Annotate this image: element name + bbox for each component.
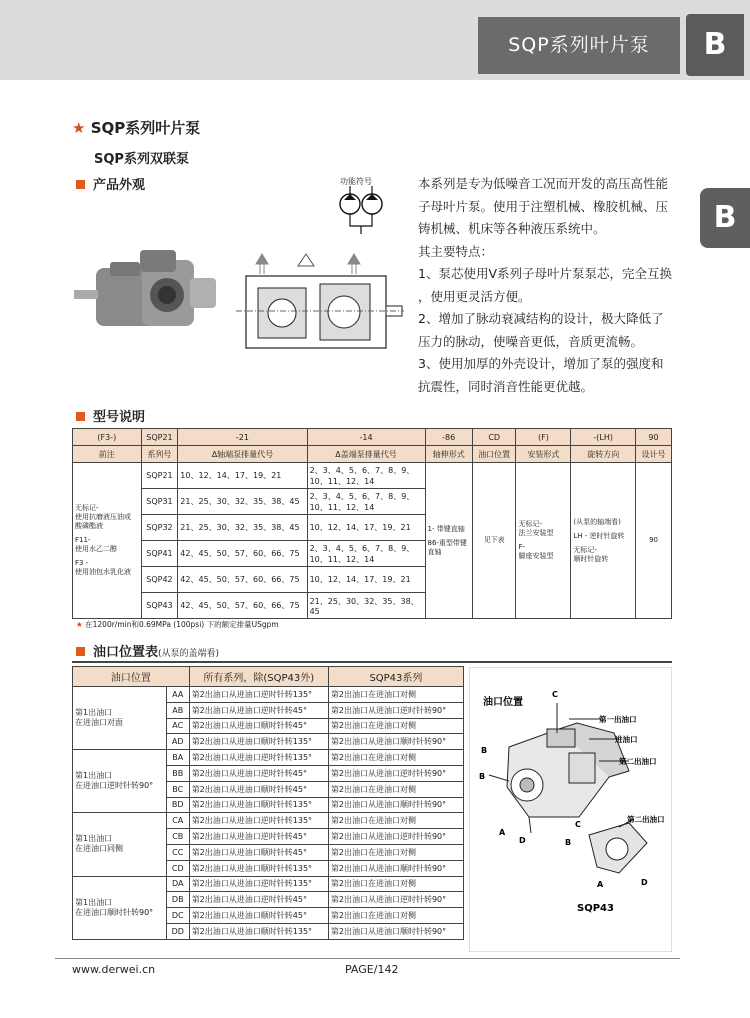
port-all-series: 第2出油口从进油口逆时针转45° [189,829,328,845]
port-sqp43: 第2出油口从进油口顺时针转90° [328,734,463,750]
square-bullet-icon [76,180,85,189]
diagram-title: 油口位置 [483,697,523,708]
port-code: AB [166,702,189,718]
ports-divider [72,661,672,663]
star-icon: ★ [72,119,86,137]
prefix-note: 无标记- 使用抗磨液压油或 酸磷酯液 F11- 使用水乙二醇 F3 - 使用油包水乳化液 [73,463,142,619]
ports-header-row: 油口位置 所有系列，除(SQP43外) SQP43系列 [73,667,464,687]
star-icon: ★ [76,620,83,629]
port-row [73,750,464,766]
port-code: DD [166,923,189,939]
port-code: DB [166,892,189,908]
cover-displacement-cell: 21、25、30、32、35、38、45 [307,593,425,619]
port-all-series: 第2出油口从进油口顺时针转45° [189,718,328,734]
port-all-series: 第2出油口从进油口顺时针转135° [189,797,328,813]
svg-text:C: C [575,820,581,829]
design-cell: 90 [636,463,672,619]
svg-text:C: C [552,690,558,699]
port-group-label: 第1出油口 在进油口对面 [73,687,167,750]
description-line: 压力的脉动，使噪音更低，音质更流畅。 [418,333,644,349]
port-sqp43: 第2出油口从进油口逆时针转90° [328,892,463,908]
model-table [72,428,672,619]
description-line: 铸机械、机床等各种液压系统中。 [418,221,606,236]
shaft-displacement-cell: 21、25、30、32、35、38、45 [178,515,307,541]
svg-text:B: B [481,746,488,755]
description-line: 1、泵芯使用V系列子母叶片泵泵芯，完全互换 [418,266,673,281]
sqp43-label: SQP43 [577,903,614,914]
series-cell: SQP31 [141,489,178,515]
series-cell: SQP32 [141,515,178,541]
description-line: 抗震性，同时消音性能更优越。 [418,378,594,394]
shaft-displacement-cell: 10、12、14、17、19、21 [178,463,307,489]
shaft-displacement-cell: 42、45、50、57、60、66、75 [178,567,307,593]
svg-text:B: B [565,838,572,847]
model-code-row: (F3-) SQP21 -21 -14 -86 CD (F) -(LH) 90 [73,429,672,446]
port-code: CC [166,844,189,860]
ports-heading: 油口位置表(从泵的盖端看) [76,641,219,660]
svg-text:B: B [479,772,486,781]
port-code: CB [166,829,189,845]
shaft-displacement-cell: 42、45、50、57、60、66、75 [178,593,307,619]
mount-cell: 无标记- 法兰安装型 F- 脚座安装型 [516,463,571,619]
svg-text:D: D [641,878,648,887]
shaft-form-cell: 1- 带键直轴 86-重型带键 直轴 [425,463,472,619]
port-position-diagram [469,667,672,952]
port-group-label: 第1出油口 在进油口同侧 [73,813,167,876]
function-symbol-label: 功能符号 [340,177,372,186]
port-sqp43: 第2出油口从进油口顺时针转90° [328,860,463,876]
port-all-series: 第2出油口从进油口顺时针转45° [189,844,328,860]
footer-divider [55,958,680,959]
port-group-label: 第1出油口 在进油口逆时针转90° [73,750,167,813]
port-sqp43: 第2出油口在进油口对侧 [328,781,463,797]
shaft-displacement-cell: 21、25、30、32、35、38、45 [178,489,307,515]
port-row [73,687,464,703]
port-sqp43: 第2出油口在进油口对侧 [328,844,463,860]
subtitle: SQP系列双联泵 [94,152,189,167]
port-code: BB [166,765,189,781]
port-sqp43: 第2出油口从进油口逆时针转90° [328,765,463,781]
port-sqp43: 第2出油口在进油口对侧 [328,718,463,734]
svg-text:A: A [597,880,604,889]
port-sqp43: 第2出油口在进油口对侧 [328,687,463,703]
port-code: AD [166,734,189,750]
cover-displacement-cell: 10、12、14、17、19、21 [307,567,425,593]
port-sqp43: 第2出油口从进油口顺时针转90° [328,923,463,939]
model-row [73,463,672,489]
footer-page: PAGE/142 [345,963,399,976]
svg-text:A: A [499,828,506,837]
port-all-series: 第2出油口从进油口顺时针转45° [189,781,328,797]
description-line: ，使用更灵活方便。 [418,288,531,304]
description-line: 其主要特点： [418,243,494,259]
model-note: ★ 在1200r/min和0.69MPa (100psi) 下的额定排量USgpm [76,620,279,629]
appearance-heading: 产品外观 [76,174,145,193]
pump-section-drawing [236,248,404,358]
square-bullet-icon [76,412,85,421]
port-code: BA [166,750,189,766]
header-title: SQP系列叶片泵 [508,34,650,56]
svg-text:第二出油口: 第二出油口 [619,757,657,766]
port-code: BD [166,797,189,813]
series-cell: SQP21 [141,463,178,489]
page-title: ★ SQP系列叶片泵 [72,119,201,137]
port-code: DC [166,908,189,924]
port-all-series: 第2出油口从进油口逆时针转135° [189,813,328,829]
port-sqp43: 第2出油口从进油口逆时针转90° [328,829,463,845]
series-cell: SQP41 [141,541,178,567]
square-bullet-icon [76,647,85,656]
port-sqp43: 第2出油口在进油口对侧 [328,876,463,892]
side-tab-letter: B [700,188,750,248]
port-sqp43: 第2出油口从进油口顺时针转90° [328,797,463,813]
port-all-series: 第2出油口从进油口顺时针转45° [189,908,328,924]
port-all-series: 第2出油口从进油口逆时针转45° [189,765,328,781]
port-sqp43: 第2出油口从进油口逆时针转90° [328,702,463,718]
svg-text:第二出油口: 第二出油口 [627,815,665,824]
product-description [418,173,688,398]
port-all-series: 第2出油口从进油口逆时针转135° [189,876,328,892]
port-all-series: 第2出油口从进油口顺时针转135° [189,860,328,876]
series-cell: SQP42 [141,567,178,593]
cover-displacement-cell: 2、3、4、5、6、7、8、9、10、11、12、14 [307,489,425,515]
svg-text:D: D [519,836,526,845]
cover-displacement-cell: 2、3、4、5、6、7、8、9、10、11、12、14 [307,541,425,567]
port-position-cell: 见下表 [472,463,516,619]
port-sqp43: 第2出油口在进油口对侧 [328,813,463,829]
svg-text:第一出油口: 第一出油口 [599,715,637,724]
model-heading: 型号说明 [76,406,145,425]
port-all-series: 第2出油口从进油口顺时针转135° [189,923,328,939]
port-row [73,876,464,892]
port-all-series: 第2出油口从进油口逆时针转45° [189,892,328,908]
footer-website[interactable]: www.derwei.cn [72,963,156,976]
port-sqp43: 第2出油口在进油口对侧 [328,908,463,924]
series-cell: SQP43 [141,593,178,619]
pump-photo [72,240,222,345]
port-row [73,813,464,829]
port-all-series: 第2出油口从进油口逆时针转45° [189,702,328,718]
port-all-series: 第2出油口从进油口顺时针转135° [189,734,328,750]
cover-displacement-cell: 2、3、4、5、6、7、8、9、10、11、12、14 [307,463,425,489]
section-letter: B [686,14,744,76]
model-header-row: 前注 系列号 Δ轴端泵排量代号 Δ盖端泵排量代号 轴伸形式 油口位置 安装形式 旋转方向 设计号 [73,446,672,463]
port-sqp43: 第2出油口在进油口对侧 [328,750,463,766]
cover-displacement-cell: 10、12、14、17、19、21 [307,515,425,541]
port-all-series: 第2出油口从进油口逆时针转135° [189,687,328,703]
port-code: CD [166,860,189,876]
shaft-displacement-cell: 42、45、50、57、60、66、75 [178,541,307,567]
port-code: DA [166,876,189,892]
port-code: BC [166,781,189,797]
port-code: CA [166,813,189,829]
port-group-label: 第1出油口 在进油口顺时针转90° [73,876,167,939]
port-code: AA [166,687,189,703]
hydraulic-symbol-icon [338,186,384,236]
description-line: 本系列是专为低噪音工况而开发的高压高性能 [418,176,669,191]
port-code: AC [166,718,189,734]
description-line: 2、增加了脉动衰减结构的设计，极大降低了 [418,311,664,326]
ports-table [72,666,464,940]
description-line: 3、使用加厚的外壳设计，增加了泵的强度和 [418,356,664,371]
svg-text:进油口: 进油口 [615,735,638,744]
rotation-cell: (从泵的轴端看) LH - 逆时针旋转 无标记- 顺时针旋转 [571,463,636,619]
description-line: 子母叶片泵。使用于注塑机械、橡胶机械、压 [418,198,669,214]
port-all-series: 第2出油口从进油口逆时针转135° [189,750,328,766]
